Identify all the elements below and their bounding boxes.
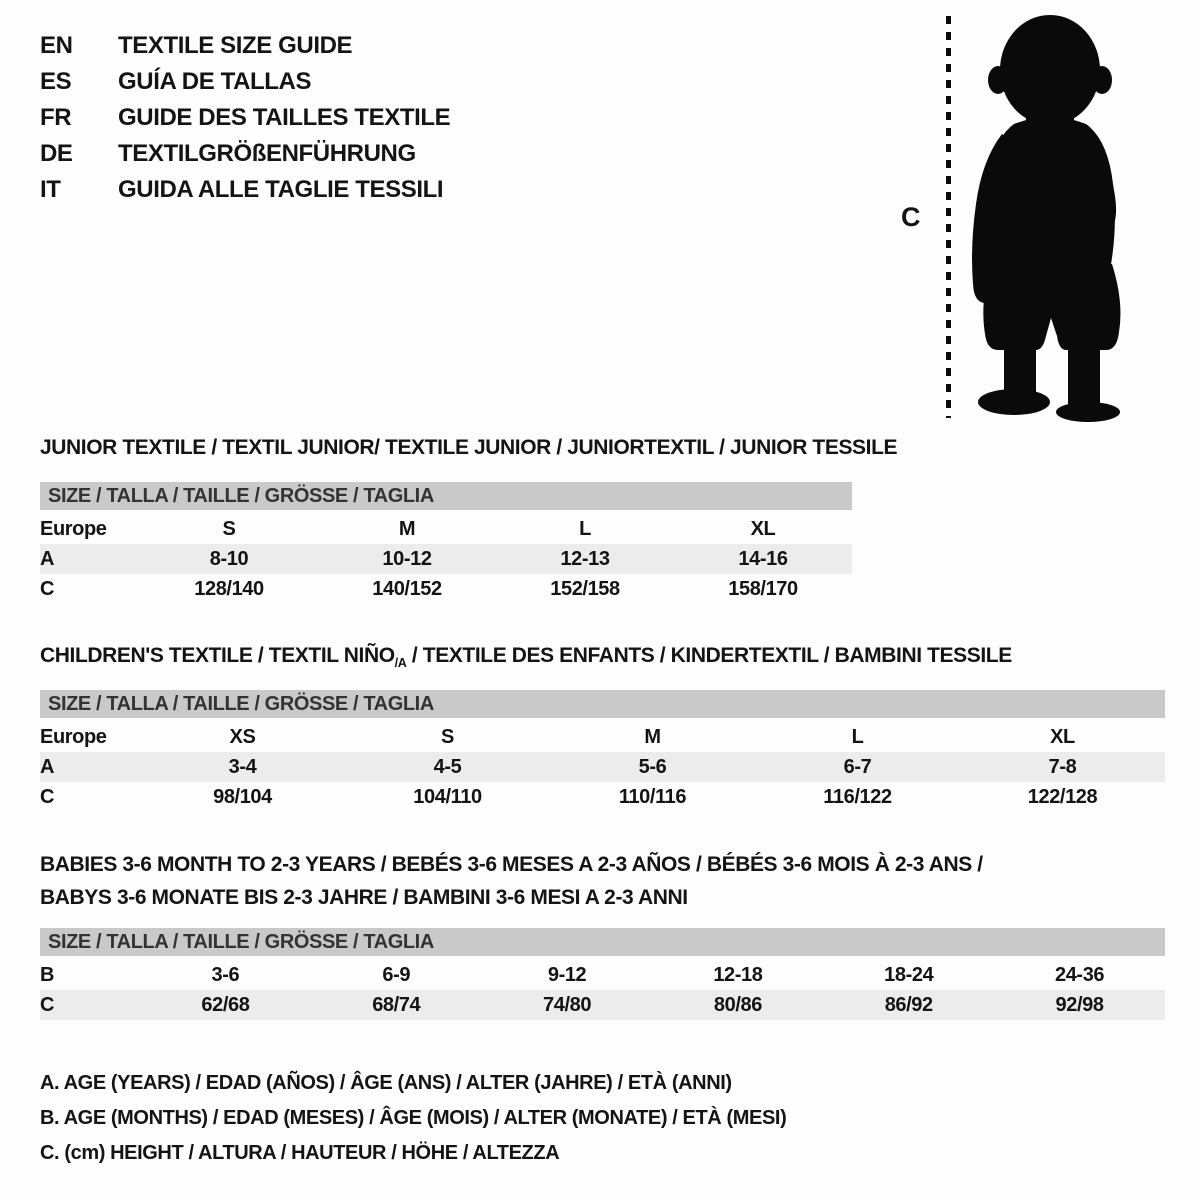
size-cell: 128/140 [194,577,264,600]
language-row-de [40,136,450,172]
language-header [40,28,450,208]
size-cell: 74/80 [543,993,592,1016]
legend-line-b: B. AGE (MONTHS) / EDAD (MESES) / ÂGE (MOIS) / ALTER (MONATE) / ETÀ (MESI) [40,1107,787,1129]
row-label: A [40,547,55,570]
language-code: EN [40,32,73,59]
row-label: C [40,785,55,808]
size-cell: 6-7 [843,755,872,778]
size-cell: 92/98 [1055,993,1104,1016]
size-header-bar: SIZE / TALLA / TAILLE / GRÖSSE / TAGLIA [40,482,852,510]
size-cell: 116/122 [823,785,892,808]
column-header: XL [750,517,776,540]
language-title: GUÍA DE TALLAS [118,68,312,95]
column-header-europe: Europe [40,725,107,748]
size-cell: 18-24 [884,963,934,986]
size-cell: 122/128 [1027,785,1098,808]
children-title-part2: / TEXTILE DES ENFANTS / KINDERTEXTIL / BAMBINI TESSILE [406,644,1012,667]
junior-size-table [40,482,852,604]
size-cell: 86/92 [884,993,933,1016]
babies-title-line2: BABYS 3-6 MONATE BIS 2-3 JAHRE / BAMBINI 3-6 MESI A 2-3 ANNI [40,886,688,909]
size-cell: 3-4 [228,755,257,778]
column-header: XL [1050,725,1075,748]
column-header-europe: Europe [40,517,107,540]
size-cell: 12-13 [560,547,610,570]
size-cell: 12-18 [713,963,763,986]
language-code: IT [40,176,61,203]
table-row-a [40,752,1165,782]
column-header: S [441,725,454,748]
junior-section-title: JUNIOR TEXTILE / TEXTIL JUNIOR/ TEXTILE JUNIOR / JUNIORTEXTIL / JUNIOR TESSILE [40,436,898,459]
table-header-row [40,514,852,544]
children-section-title [40,644,1012,670]
children-title-part1: CHILDREN'S TEXTILE / TEXTIL NIÑO [40,644,395,667]
language-title: GUIDA ALLE TAGLIE TESSILI [118,176,444,203]
language-title: TEXTILGRÖßENFÜHRUNG [118,140,416,167]
size-cell: 5-6 [638,755,667,778]
column-header: L [579,517,591,540]
language-title: TEXTILE SIZE GUIDE [118,32,353,59]
language-code: DE [40,140,73,167]
size-cell: 14-16 [738,547,788,570]
language-code: ES [40,68,72,95]
legend [40,1066,786,1171]
table-row-c [40,782,1165,812]
language-row-fr [40,100,450,136]
row-label: B [40,963,55,986]
language-row-it [40,172,450,208]
language-title: GUIDE DES TAILLES TEXTILE [118,104,451,131]
row-label: C [40,993,55,1016]
babies-title-line1: BABIES 3-6 MONTH TO 2-3 YEARS / BEBÉS 3-6 MESES A 2-3 AÑOS / BÉBÉS 3-6 MOIS À 2-3 ANS / [40,853,983,876]
language-row-en [40,28,450,64]
size-cell: 3-6 [211,963,240,986]
size-cell: 110/116 [618,785,687,808]
legend-line-a: A. AGE (YEARS) / EDAD (AÑOS) / ÂGE (ANS) / ALTER (JAHRE) / ETÀ (ANNI) [40,1072,732,1094]
size-cell: 104/110 [413,785,482,808]
language-code: FR [40,104,72,131]
size-cell: 98/104 [213,785,272,808]
table-row-a [40,544,852,574]
table-row-b [40,960,1165,990]
column-header: L [851,725,864,748]
column-header: XS [229,725,256,748]
column-header: M [398,517,416,540]
children-title-subscript: /A [394,656,407,671]
column-header: S [222,517,236,540]
size-cell: 80/86 [713,993,762,1016]
row-label: C [40,577,55,600]
size-cell: 4-5 [433,755,462,778]
size-cell: 62/68 [201,993,250,1016]
table-row-c [40,990,1165,1020]
table-row-c [40,574,852,604]
legend-line-c: C. (cm) HEIGHT / ALTURA / HAUTEUR / HÖHE / ALTEZZA [40,1142,560,1164]
size-cell: 6-9 [382,963,411,986]
size-cell: 9-12 [547,963,587,986]
size-cell: 24-36 [1054,963,1105,986]
row-label: A [40,755,55,778]
size-cell: 8-10 [209,547,249,570]
size-cell: 68/74 [372,993,421,1016]
height-dashed-line-icon [946,16,951,418]
column-header: M [644,725,661,748]
size-header-bar: SIZE / TALLA / TAILLE / GRÖSSE / TAGLIA [40,928,1165,956]
size-header-bar: SIZE / TALLA / TAILLE / GRÖSSE / TAGLIA [40,690,1165,718]
babies-size-table [40,928,1165,1020]
toddler-silhouette-icon [962,12,1142,422]
language-row-es [40,64,450,100]
size-cell: 140/152 [372,577,442,600]
table-header-row [40,722,1165,752]
children-size-table [40,690,1165,812]
height-label-c: C [901,202,921,232]
size-cell: 10-12 [382,547,432,570]
size-cell: 158/170 [728,577,798,600]
size-cell: 7-8 [1048,755,1077,778]
babies-section-title [40,848,983,914]
size-cell: 152/158 [550,577,620,600]
